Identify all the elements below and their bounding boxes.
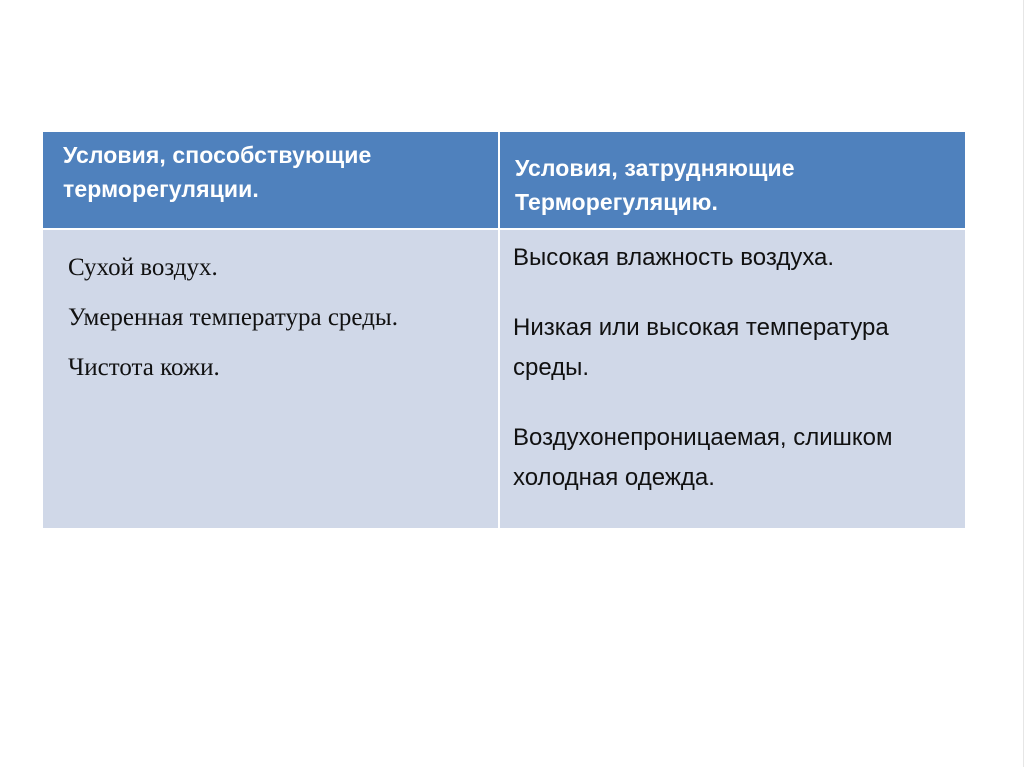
conditions-table: [43, 132, 965, 528]
column-divider: [498, 132, 500, 528]
favorable-item-dry-air: Сухой воздух.: [68, 254, 218, 281]
header-favorable-conditions: Условия, способствующие терморегуляции.: [63, 142, 372, 202]
favorable-item-moderate-temperature: Умеренная температура среды.: [68, 304, 398, 331]
unfavorable-item-high-humidity: Высокая влажность воздуха.: [513, 244, 835, 271]
favorable-item-clean-skin: Чистота кожи.: [68, 354, 220, 381]
body-cell-favorable: [43, 230, 498, 528]
header-cell-favorable: [43, 132, 498, 228]
body-cell-unfavorable: [500, 230, 965, 528]
unfavorable-list: [513, 238, 958, 528]
favorable-list: [68, 252, 488, 402]
header-cell-unfavorable: [500, 132, 965, 228]
unfavorable-item-extreme-temperature: Низкая или высокая температура среды.: [513, 314, 889, 381]
header-unfavorable-conditions: Условия, затрудняющие Терморегуляцию.: [515, 155, 795, 215]
unfavorable-item-clothing: Воздухонепроницаемая, слишком холодная одежда.: [513, 424, 893, 491]
